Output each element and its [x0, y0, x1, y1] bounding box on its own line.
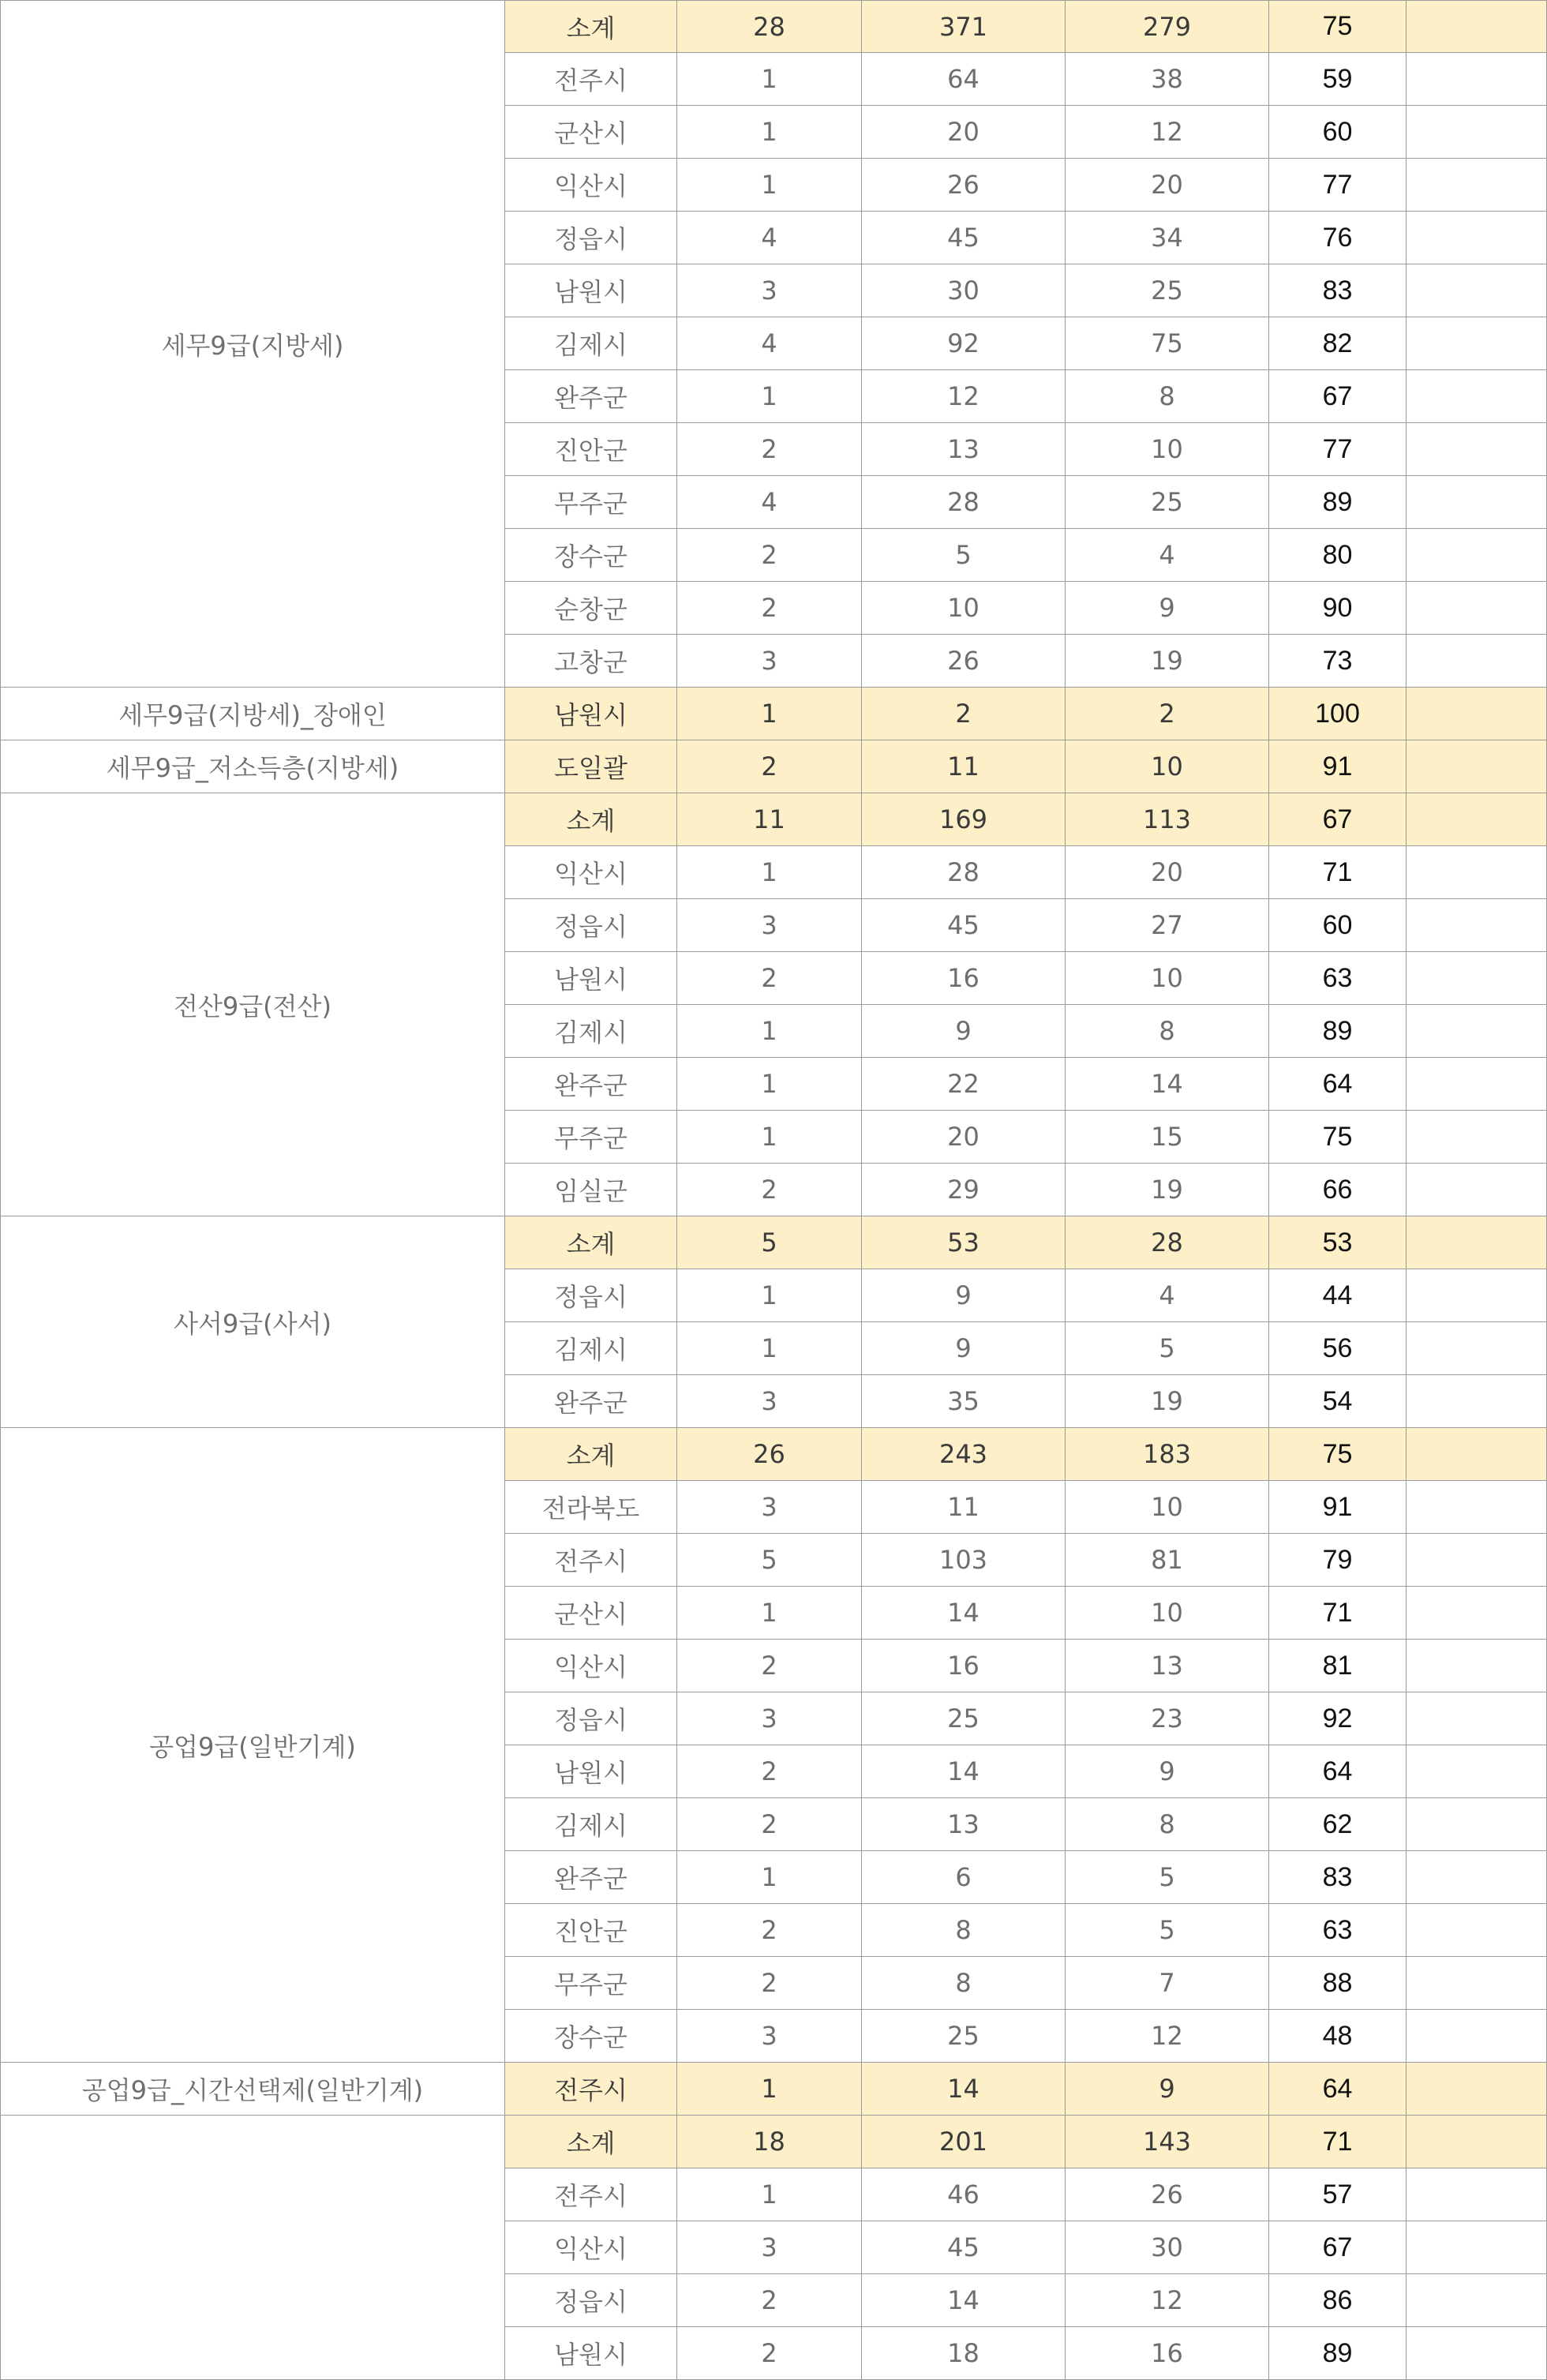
category-cell: 세무9급_저소득층(지방세): [0, 740, 505, 793]
empty-cell: [1407, 1798, 1547, 1851]
ratio-cell: 82: [1269, 317, 1407, 370]
empty-cell: [1407, 106, 1547, 159]
value-cell-b: 92: [862, 317, 1066, 370]
region-cell: 무주군: [505, 1111, 677, 1164]
ratio-cell: 73: [1269, 635, 1407, 688]
region-cell: 김제시: [505, 317, 677, 370]
region-cell: 고창군: [505, 635, 677, 688]
empty-cell: [1407, 264, 1547, 317]
value-cell-b: 12: [862, 370, 1066, 423]
value-cell-b: 14: [862, 2063, 1066, 2116]
category-cell: 전산9급(전산): [0, 793, 505, 1216]
value-cell-b: 35: [862, 1375, 1066, 1428]
ratio-cell: 89: [1269, 476, 1407, 529]
region-cell: 정읍시: [505, 2274, 677, 2327]
value-cell-b: 103: [862, 1534, 1066, 1587]
empty-cell: [1407, 423, 1547, 476]
value-cell-c: 10: [1066, 740, 1269, 793]
value-cell-c: 9: [1066, 2063, 1269, 2116]
value-cell-a: 1: [677, 1851, 862, 1904]
value-cell-a: 26: [677, 1428, 862, 1481]
category-cell: 사서9급(사서): [0, 1216, 505, 1428]
value-cell-b: 53: [862, 1216, 1066, 1269]
value-cell-a: 3: [677, 1481, 862, 1534]
empty-cell: [1407, 688, 1547, 740]
value-cell-b: 45: [862, 212, 1066, 264]
value-cell-a: 5: [677, 1216, 862, 1269]
ratio-cell: 92: [1269, 1692, 1407, 1745]
region-cell: 완주군: [505, 1851, 677, 1904]
region-cell: 정읍시: [505, 1269, 677, 1322]
category-cell: 세무9급(지방세)_장애인: [0, 688, 505, 740]
ratio-cell: 83: [1269, 1851, 1407, 1904]
ratio-cell: 83: [1269, 264, 1407, 317]
value-cell-c: 183: [1066, 1428, 1269, 1481]
value-cell-c: 28: [1066, 1216, 1269, 1269]
empty-cell: [1407, 529, 1547, 582]
ratio-cell: 53: [1269, 1216, 1407, 1269]
value-cell-a: 3: [677, 2221, 862, 2274]
empty-cell: [1407, 635, 1547, 688]
ratio-cell: 48: [1269, 2010, 1407, 2063]
empty-cell: [1407, 1481, 1547, 1534]
value-cell-c: 13: [1066, 1640, 1269, 1692]
region-cell: 장수군: [505, 529, 677, 582]
ratio-cell: 60: [1269, 106, 1407, 159]
value-cell-b: 11: [862, 1481, 1066, 1534]
region-cell: 소계: [505, 793, 677, 846]
value-cell-a: 4: [677, 476, 862, 529]
value-cell-b: 22: [862, 1058, 1066, 1111]
value-cell-c: 81: [1066, 1534, 1269, 1587]
region-cell: 남원시: [505, 952, 677, 1005]
value-cell-a: 1: [677, 2063, 862, 2116]
region-cell: 진안군: [505, 423, 677, 476]
value-cell-a: 2: [677, 1164, 862, 1216]
region-cell: 소계: [505, 2116, 677, 2168]
region-cell: 완주군: [505, 370, 677, 423]
value-cell-c: 4: [1066, 529, 1269, 582]
value-cell-c: 19: [1066, 635, 1269, 688]
value-cell-b: 13: [862, 1798, 1066, 1851]
ratio-cell: 62: [1269, 1798, 1407, 1851]
empty-cell: [1407, 1851, 1547, 1904]
ratio-cell: 64: [1269, 1058, 1407, 1111]
value-cell-a: 4: [677, 317, 862, 370]
ratio-cell: 76: [1269, 212, 1407, 264]
value-cell-c: 8: [1066, 1798, 1269, 1851]
region-cell: 군산시: [505, 1587, 677, 1640]
empty-cell: [1407, 2010, 1547, 2063]
empty-cell: [1407, 1322, 1547, 1375]
ratio-cell: 44: [1269, 1269, 1407, 1322]
ratio-cell: 81: [1269, 1640, 1407, 1692]
value-cell-b: 26: [862, 635, 1066, 688]
region-cell: 전라북도: [505, 1481, 677, 1534]
ratio-cell: 91: [1269, 1481, 1407, 1534]
value-cell-b: 5: [862, 529, 1066, 582]
value-cell-c: 19: [1066, 1375, 1269, 1428]
ratio-cell: 64: [1269, 1745, 1407, 1798]
ratio-cell: 86: [1269, 2274, 1407, 2327]
empty-cell: [1407, 212, 1547, 264]
region-cell: 순창군: [505, 582, 677, 635]
empty-cell: [1407, 2221, 1547, 2274]
value-cell-b: 16: [862, 952, 1066, 1005]
ratio-cell: 64: [1269, 2063, 1407, 2116]
value-cell-b: 46: [862, 2168, 1066, 2221]
ratio-cell: 77: [1269, 159, 1407, 212]
empty-cell: [1407, 1005, 1547, 1058]
value-cell-c: 5: [1066, 1322, 1269, 1375]
value-cell-b: 169: [862, 793, 1066, 846]
empty-cell: [1407, 740, 1547, 793]
region-cell: 소계: [505, 1428, 677, 1481]
empty-cell: [1407, 2274, 1547, 2327]
region-cell: 익산시: [505, 159, 677, 212]
value-cell-c: 10: [1066, 1481, 1269, 1534]
value-cell-c: 10: [1066, 952, 1269, 1005]
value-cell-a: 2: [677, 740, 862, 793]
value-cell-c: 5: [1066, 1851, 1269, 1904]
value-cell-b: 9: [862, 1005, 1066, 1058]
region-cell: 익산시: [505, 1640, 677, 1692]
ratio-cell: 75: [1269, 0, 1407, 53]
ratio-cell: 100: [1269, 688, 1407, 740]
empty-cell: [1407, 0, 1547, 53]
value-cell-c: 19: [1066, 1164, 1269, 1216]
value-cell-b: 201: [862, 2116, 1066, 2168]
category-cell: 공업9급(일반기계): [0, 1428, 505, 2063]
region-cell: 완주군: [505, 1375, 677, 1428]
region-cell: 익산시: [505, 2221, 677, 2274]
value-cell-b: 18: [862, 2327, 1066, 2380]
empty-cell: [1407, 2168, 1547, 2221]
value-cell-a: 18: [677, 2116, 862, 2168]
value-cell-c: 15: [1066, 1111, 1269, 1164]
ratio-cell: 80: [1269, 529, 1407, 582]
empty-cell: [1407, 159, 1547, 212]
ratio-cell: 63: [1269, 1904, 1407, 1957]
value-cell-b: 20: [862, 106, 1066, 159]
value-cell-b: 45: [862, 2221, 1066, 2274]
empty-cell: [1407, 899, 1547, 952]
value-cell-c: 279: [1066, 0, 1269, 53]
ratio-cell: 67: [1269, 2221, 1407, 2274]
value-cell-c: 9: [1066, 1745, 1269, 1798]
value-cell-b: 371: [862, 0, 1066, 53]
empty-cell: [1407, 2063, 1547, 2116]
value-cell-a: 11: [677, 793, 862, 846]
value-cell-c: 12: [1066, 2010, 1269, 2063]
region-cell: 완주군: [505, 1058, 677, 1111]
empty-cell: [1407, 2327, 1547, 2380]
value-cell-a: 1: [677, 1587, 862, 1640]
value-cell-c: 14: [1066, 1058, 1269, 1111]
value-cell-c: 34: [1066, 212, 1269, 264]
value-cell-b: 13: [862, 423, 1066, 476]
value-cell-a: 5: [677, 1534, 862, 1587]
value-cell-c: 8: [1066, 1005, 1269, 1058]
empty-cell: [1407, 1904, 1547, 1957]
value-cell-a: 1: [677, 846, 862, 899]
ratio-cell: 63: [1269, 952, 1407, 1005]
value-cell-a: 1: [677, 53, 862, 106]
value-cell-c: 23: [1066, 1692, 1269, 1745]
empty-cell: [1407, 1957, 1547, 2010]
value-cell-c: 10: [1066, 1587, 1269, 1640]
value-cell-b: 25: [862, 1692, 1066, 1745]
value-cell-b: 8: [862, 1904, 1066, 1957]
empty-cell: [1407, 1640, 1547, 1692]
value-cell-a: 1: [677, 159, 862, 212]
empty-cell: [1407, 1058, 1547, 1111]
region-cell: 김제시: [505, 1005, 677, 1058]
value-cell-a: 1: [677, 1005, 862, 1058]
empty-cell: [1407, 1428, 1547, 1481]
region-cell: 임실군: [505, 1164, 677, 1216]
value-cell-b: 14: [862, 1745, 1066, 1798]
value-cell-a: 2: [677, 952, 862, 1005]
ratio-cell: 75: [1269, 1428, 1407, 1481]
empty-cell: [1407, 1587, 1547, 1640]
value-cell-a: 4: [677, 212, 862, 264]
region-cell: 전주시: [505, 2063, 677, 2116]
value-cell-a: 1: [677, 2168, 862, 2221]
category-cell: [0, 2116, 505, 2380]
region-cell: 김제시: [505, 1322, 677, 1375]
value-cell-a: 2: [677, 1904, 862, 1957]
value-cell-c: 27: [1066, 899, 1269, 952]
value-cell-c: 30: [1066, 2221, 1269, 2274]
region-cell: 남원시: [505, 1745, 677, 1798]
empty-cell: [1407, 1692, 1547, 1745]
value-cell-b: 16: [862, 1640, 1066, 1692]
value-cell-a: 3: [677, 635, 862, 688]
value-cell-a: 2: [677, 1745, 862, 1798]
value-cell-b: 64: [862, 53, 1066, 106]
value-cell-a: 2: [677, 2327, 862, 2380]
region-cell: 소계: [505, 1216, 677, 1269]
value-cell-a: 3: [677, 1375, 862, 1428]
region-cell: 정읍시: [505, 1692, 677, 1745]
ratio-cell: 75: [1269, 1111, 1407, 1164]
value-cell-c: 8: [1066, 370, 1269, 423]
region-cell: 진안군: [505, 1904, 677, 1957]
region-cell: 전주시: [505, 1534, 677, 1587]
region-cell: 전주시: [505, 53, 677, 106]
value-cell-b: 28: [862, 476, 1066, 529]
empty-cell: [1407, 846, 1547, 899]
value-cell-a: 2: [677, 2274, 862, 2327]
value-cell-a: 3: [677, 899, 862, 952]
value-cell-a: 2: [677, 1640, 862, 1692]
value-cell-b: 6: [862, 1851, 1066, 1904]
value-cell-b: 2: [862, 688, 1066, 740]
ratio-cell: 57: [1269, 2168, 1407, 2221]
value-cell-a: 1: [677, 688, 862, 740]
ratio-cell: 71: [1269, 846, 1407, 899]
empty-cell: [1407, 793, 1547, 846]
ratio-cell: 77: [1269, 423, 1407, 476]
region-cell: 남원시: [505, 2327, 677, 2380]
value-cell-a: 1: [677, 1322, 862, 1375]
value-cell-c: 7: [1066, 1957, 1269, 2010]
value-cell-c: 113: [1066, 793, 1269, 846]
region-cell: 전주시: [505, 2168, 677, 2221]
category-cell: 공업9급_시간선택제(일반기계): [0, 2063, 505, 2116]
value-cell-a: 1: [677, 1111, 862, 1164]
region-cell: 소계: [505, 0, 677, 53]
value-cell-c: 4: [1066, 1269, 1269, 1322]
region-cell: 도일괄: [505, 740, 677, 793]
value-cell-c: 143: [1066, 2116, 1269, 2168]
region-cell: 김제시: [505, 1798, 677, 1851]
value-cell-b: 29: [862, 1164, 1066, 1216]
value-cell-c: 20: [1066, 159, 1269, 212]
value-cell-b: 30: [862, 264, 1066, 317]
ratio-cell: 71: [1269, 1587, 1407, 1640]
empty-cell: [1407, 476, 1547, 529]
ratio-cell: 66: [1269, 1164, 1407, 1216]
ratio-cell: 59: [1269, 53, 1407, 106]
value-cell-c: 26: [1066, 2168, 1269, 2221]
empty-cell: [1407, 2116, 1547, 2168]
value-cell-a: 2: [677, 582, 862, 635]
value-cell-c: 25: [1066, 476, 1269, 529]
value-cell-a: 1: [677, 106, 862, 159]
value-cell-a: 3: [677, 1692, 862, 1745]
empty-cell: [1407, 53, 1547, 106]
category-cell: 세무9급(지방세): [0, 0, 505, 688]
empty-cell: [1407, 582, 1547, 635]
ratio-cell: 88: [1269, 1957, 1407, 2010]
value-cell-c: 12: [1066, 2274, 1269, 2327]
value-cell-b: 14: [862, 2274, 1066, 2327]
value-cell-b: 11: [862, 740, 1066, 793]
value-cell-c: 2: [1066, 688, 1269, 740]
value-cell-a: 2: [677, 1957, 862, 2010]
value-cell-b: 10: [862, 582, 1066, 635]
empty-cell: [1407, 952, 1547, 1005]
value-cell-b: 45: [862, 899, 1066, 952]
value-cell-a: 3: [677, 2010, 862, 2063]
region-cell: 남원시: [505, 264, 677, 317]
ratio-cell: 89: [1269, 2327, 1407, 2380]
region-cell: 익산시: [505, 846, 677, 899]
value-cell-a: 2: [677, 529, 862, 582]
region-cell: 정읍시: [505, 899, 677, 952]
value-cell-b: 20: [862, 1111, 1066, 1164]
value-cell-c: 20: [1066, 846, 1269, 899]
empty-cell: [1407, 1375, 1547, 1428]
value-cell-a: 1: [677, 370, 862, 423]
region-cell: 무주군: [505, 476, 677, 529]
value-cell-c: 5: [1066, 1904, 1269, 1957]
ratio-cell: 67: [1269, 793, 1407, 846]
value-cell-c: 16: [1066, 2327, 1269, 2380]
value-cell-b: 14: [862, 1587, 1066, 1640]
empty-cell: [1407, 317, 1547, 370]
value-cell-c: 75: [1066, 317, 1269, 370]
region-cell: 무주군: [505, 1957, 677, 2010]
value-cell-a: 28: [677, 0, 862, 53]
value-cell-b: 9: [862, 1269, 1066, 1322]
empty-cell: [1407, 1164, 1547, 1216]
value-cell-a: 3: [677, 264, 862, 317]
empty-cell: [1407, 370, 1547, 423]
value-cell-a: 2: [677, 1798, 862, 1851]
ratio-cell: 89: [1269, 1005, 1407, 1058]
region-cell: 남원시: [505, 688, 677, 740]
value-cell-b: 28: [862, 846, 1066, 899]
ratio-cell: 90: [1269, 582, 1407, 635]
value-cell-b: 8: [862, 1957, 1066, 2010]
value-cell-a: 2: [677, 423, 862, 476]
ratio-cell: 71: [1269, 2116, 1407, 2168]
ratio-cell: 79: [1269, 1534, 1407, 1587]
value-cell-c: 12: [1066, 106, 1269, 159]
value-cell-b: 26: [862, 159, 1066, 212]
region-cell: 장수군: [505, 2010, 677, 2063]
empty-cell: [1407, 1216, 1547, 1269]
value-cell-c: 9: [1066, 582, 1269, 635]
region-cell: 군산시: [505, 106, 677, 159]
region-cell: 정읍시: [505, 212, 677, 264]
value-cell-c: 10: [1066, 423, 1269, 476]
empty-cell: [1407, 1745, 1547, 1798]
value-cell-a: 1: [677, 1058, 862, 1111]
ratio-cell: 60: [1269, 899, 1407, 952]
value-cell-b: 9: [862, 1322, 1066, 1375]
value-cell-c: 25: [1066, 264, 1269, 317]
empty-cell: [1407, 1534, 1547, 1587]
empty-cell: [1407, 1269, 1547, 1322]
ratio-cell: 54: [1269, 1375, 1407, 1428]
value-cell-b: 243: [862, 1428, 1066, 1481]
value-cell-b: 25: [862, 2010, 1066, 2063]
ratio-cell: 91: [1269, 740, 1407, 793]
ratio-cell: 67: [1269, 370, 1407, 423]
ratio-cell: 56: [1269, 1322, 1407, 1375]
value-cell-a: 1: [677, 1269, 862, 1322]
empty-cell: [1407, 1111, 1547, 1164]
value-cell-c: 38: [1066, 53, 1269, 106]
